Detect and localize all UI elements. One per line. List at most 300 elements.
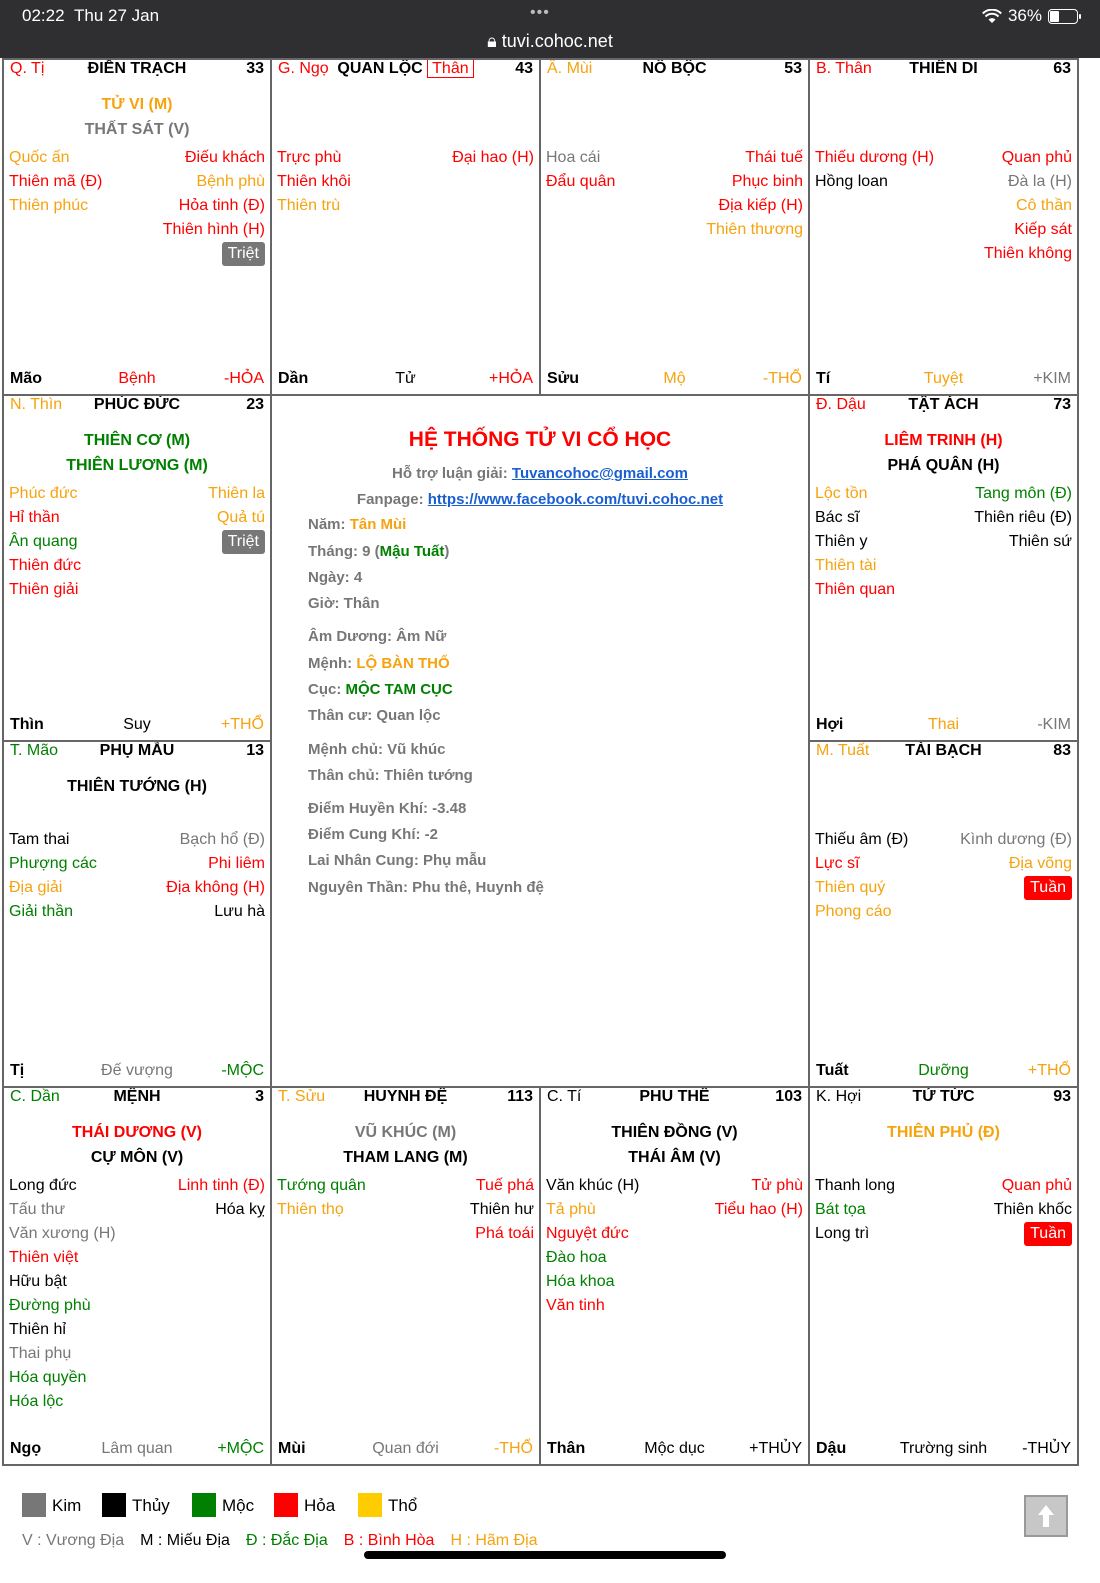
palace-no-boc[interactable] [539, 58, 810, 396]
legend-swatch-kim [22, 1493, 46, 1517]
minor-star: Ân quang [9, 533, 78, 550]
info-row [308, 681, 453, 698]
minor-star: Thiên riêu (Đ) [974, 509, 1072, 526]
life-stage: Bệnh [118, 370, 156, 387]
info-label: Mệnh: [308, 655, 353, 672]
support-line: Hỗ trợ luận giải: Tuvancohoc@gmail.com [392, 465, 688, 482]
minor-star: Địa kiếp (H) [718, 197, 803, 214]
info-label: Tháng: 9 ( [308, 543, 380, 560]
minor-star: Kiếp sát [1014, 221, 1072, 238]
minor-star: Thiên hư [469, 1201, 534, 1218]
palace-name-text: TỬ TỨC [912, 1088, 975, 1105]
palace-number: 3 [255, 1088, 264, 1105]
main-star: THIÊN CƠ (M) [83, 432, 191, 449]
minor-star: Bạch hổ (Đ) [179, 831, 265, 848]
minor-stars-right [163, 146, 265, 266]
main-star: VŨ KHÚC (M) [354, 1124, 457, 1141]
palace-footer [10, 1440, 264, 1462]
earthly-branch: Tuất [816, 1062, 849, 1079]
info-row [308, 655, 450, 672]
palace-number: 83 [1053, 742, 1071, 759]
palace-footer [10, 370, 264, 392]
main-stars [4, 428, 270, 478]
minor-star: Bát tọa [815, 1201, 866, 1218]
info-label: Thân chủ: Thiên tướng [308, 767, 473, 784]
status-right [982, 6, 1078, 26]
info-row [308, 852, 486, 869]
main-star: THẤT SÁT (V) [84, 121, 190, 138]
minor-star: Thai phụ [9, 1345, 72, 1362]
minor-star: Thiên trù [277, 197, 341, 214]
palace-can: B. Thân [816, 60, 872, 77]
minor-stars-left [546, 146, 615, 194]
palace-tai-bach[interactable] [808, 740, 1079, 1088]
main-star: THÁI DƯƠNG (V) [71, 1124, 203, 1141]
palace-footer [816, 370, 1071, 392]
minor-star: Địa không (H) [166, 879, 265, 896]
life-stage: Tuyệt [923, 370, 964, 387]
earthly-branch: Tị [10, 1062, 25, 1079]
palace-name-text: TẬT ÁCH [908, 396, 979, 413]
tuan-badge: Tuần [1024, 1222, 1072, 1246]
minor-star: Đường phù [9, 1297, 91, 1314]
minor-stars-right [470, 1174, 534, 1246]
palace-tat-ach[interactable] [808, 394, 1079, 742]
palace-element: +KIM [1033, 370, 1071, 387]
legend-label: Thổ [388, 1496, 418, 1515]
minor-star: Thiên tài [815, 557, 877, 574]
palace-header [816, 396, 1071, 418]
minor-stars-right [715, 1174, 803, 1222]
minor-star: Tấu thư [9, 1201, 66, 1218]
palace-header [816, 1088, 1071, 1110]
main-star: THIÊN PHỦ (Đ) [887, 1124, 1000, 1141]
palace-dien-trach[interactable] [2, 58, 272, 396]
minor-stars-right [960, 828, 1072, 900]
home-indicator[interactable] [364, 1551, 726, 1559]
minor-star: Hóa khoa [546, 1273, 615, 1290]
palace-number: 103 [775, 1088, 802, 1105]
minor-star: Thiên khôi [277, 173, 351, 190]
info-label: Ngày: 4 [308, 569, 363, 586]
info-label: Thân cư: Quan lộc [308, 707, 441, 724]
element-legend [22, 1493, 1022, 1523]
minor-star: Hóa quyền [9, 1369, 87, 1386]
legend-label: Thủy [132, 1496, 170, 1515]
triet-badge: Triệt [222, 242, 265, 266]
minor-star: Cô thần [1015, 197, 1072, 214]
minor-star: Trực phù [277, 149, 342, 166]
minor-star: Văn tinh [546, 1297, 605, 1314]
minor-star: Hỉ thần [9, 509, 60, 526]
legend-swatch-hỏa [274, 1493, 298, 1517]
minor-star: Phục binh [731, 173, 803, 190]
palace-can: T. Sửu [278, 1088, 326, 1105]
earthly-branch: Hợi [816, 716, 844, 733]
info-label: Âm Dương: Âm Nữ [308, 628, 447, 645]
palace-name-text: PHÚC ĐỨC [93, 396, 181, 413]
minor-star: Địa giải [9, 879, 63, 896]
minor-star: Quan phủ [1001, 149, 1072, 166]
palace-name [10, 742, 264, 760]
minor-star: Kình dương (Đ) [960, 831, 1072, 848]
life-stage: Dưỡng [918, 1062, 969, 1079]
main-stars [810, 428, 1077, 478]
earthly-branch: Dần [278, 370, 309, 387]
minor-star: Thiên sứ [1008, 533, 1072, 550]
palace-name-text: PHU THÊ [639, 1088, 710, 1105]
palace-footer [816, 1440, 1071, 1462]
abbrev-item: V : Vương Địa [22, 1532, 125, 1549]
palace-footer [278, 1440, 533, 1462]
palace-header [816, 742, 1071, 764]
palace-element: +HỎA [488, 370, 533, 387]
life-stage: Tử [395, 370, 416, 387]
minor-star: Quan phủ [1001, 1177, 1072, 1194]
palace-header [10, 396, 264, 418]
palace-can: Q. Tị [10, 60, 45, 77]
minor-star: Quốc ấn [9, 149, 70, 166]
minor-star: Thiên thương [706, 221, 803, 238]
minor-star: Thiên quan [815, 581, 896, 598]
address-bar[interactable] [0, 31, 1100, 52]
minor-star: Giải thần [9, 903, 74, 920]
badge-row [960, 876, 1072, 900]
palace-thien-di[interactable] [808, 58, 1079, 396]
palace-header [547, 60, 802, 82]
minor-star: Hoa cái [546, 149, 601, 166]
lock-icon: 🔒︎ [487, 31, 497, 51]
multitask-dots[interactable]: ••• [530, 4, 550, 21]
palace-name [10, 396, 264, 414]
url-text: tuvi.cohoc.net [501, 31, 613, 51]
earthly-branch: Thân [547, 1440, 586, 1457]
minor-star: Thiên đức [9, 557, 82, 574]
minor-star: Đào hoa [546, 1249, 607, 1266]
palace-footer [278, 370, 533, 392]
minor-star: Tướng quân [277, 1177, 366, 1194]
battery-icon [1048, 9, 1078, 24]
minor-star: Hóa lộc [9, 1393, 64, 1410]
minor-star: Tiểu hao (H) [714, 1201, 803, 1218]
minor-star: Thanh long [815, 1177, 896, 1194]
info-row [308, 879, 544, 896]
minor-star: Lưu hà [214, 903, 265, 920]
palace-element: -MỘC [221, 1062, 264, 1079]
info-row [308, 741, 446, 758]
palace-footer [816, 716, 1071, 738]
abbrev-item: H : Hãm Địa [450, 1532, 538, 1549]
minor-star: Linh tinh (Đ) [177, 1177, 265, 1194]
palace-number: 63 [1053, 60, 1071, 77]
badge-row [208, 530, 265, 554]
palace-name [278, 1088, 533, 1106]
palace-number: 93 [1053, 1088, 1071, 1105]
info-label: Điểm Huyền Khí: -3.48 [308, 800, 467, 817]
abbrev-item: M : Miếu Địa [140, 1532, 230, 1549]
info-row [308, 800, 466, 817]
palace-element: -HỎA [224, 370, 264, 387]
palace-number: 43 [515, 60, 533, 77]
palace-menh[interactable] [2, 1086, 272, 1466]
palace-can: C. Dần [10, 1088, 60, 1105]
palace-element: -KIM [1037, 716, 1071, 733]
minor-star: Phong cáo [815, 903, 892, 920]
palace-footer [547, 1440, 802, 1462]
info-label: Năm: [308, 516, 346, 533]
site-title: HỆ THỐNG TỬ VI CỔ HỌC [408, 428, 672, 451]
legend-label: Hỏa [304, 1496, 336, 1515]
minor-star: Đẩu quân [546, 173, 616, 190]
legend-swatch-thổ [358, 1493, 382, 1517]
palace-can: Đ. Dậu [816, 396, 866, 413]
minor-stars-left [9, 146, 102, 218]
main-star: THÁI ÂM (V) [628, 1149, 721, 1166]
main-stars [272, 1120, 539, 1170]
minor-stars-right [974, 482, 1072, 554]
earthly-branch: Dậu [816, 1440, 847, 1457]
badge-row [994, 1222, 1072, 1246]
minor-star: Bệnh phù [196, 173, 265, 190]
info-row [308, 628, 446, 645]
palace-name [278, 60, 533, 78]
palace-number: 53 [784, 60, 802, 77]
minor-star: Nguyệt đức [546, 1225, 629, 1242]
main-star: TỬ VI (M) [101, 96, 173, 113]
info-value: Mậu Tuất [379, 543, 445, 560]
info-row [308, 767, 473, 784]
minor-stars-left [546, 1174, 639, 1318]
palace-name [816, 742, 1071, 760]
info-label: Cục: [308, 681, 342, 698]
main-star: THIÊN LƯƠNG (M) [66, 457, 208, 474]
main-stars [4, 774, 270, 799]
minor-star: Thiếu dương (H) [815, 149, 935, 166]
minor-star: Thiên y [815, 533, 868, 550]
minor-star: Tử phù [751, 1177, 803, 1194]
palace-element: +MỘC [217, 1440, 264, 1457]
palace-name [816, 1088, 1071, 1106]
tuan-badge: Tuần [1024, 876, 1072, 900]
palace-element: +THỦY [749, 1440, 802, 1457]
palace-phu-mau[interactable] [2, 740, 272, 1088]
minor-stars-right [706, 146, 803, 242]
abbrev-item: B : Bình Hòa [343, 1532, 435, 1549]
minor-star: Tang môn (Đ) [975, 485, 1072, 502]
minor-star: Thiên mã (Đ) [9, 173, 103, 190]
earthly-branch: Mão [10, 370, 42, 387]
minor-stars-left [815, 828, 908, 924]
minor-star: Thiên khốc [993, 1201, 1072, 1218]
minor-star: Lực sĩ [815, 855, 860, 872]
palace-header [547, 1088, 802, 1110]
palace-name-text: TÀI BẠCH [905, 742, 982, 759]
support-email-link[interactable]: Tuvancohoc@gmail.com [511, 465, 688, 482]
palace-tu-tuc[interactable] [808, 1086, 1079, 1466]
minor-star: Tuế phá [475, 1177, 534, 1194]
status-time: 02:22 Thu 27 Jan [22, 6, 160, 25]
minor-star: Long trì [815, 1225, 870, 1242]
minor-star: Đại hao (H) [452, 149, 534, 166]
minor-star: Tam thai [9, 831, 70, 848]
minor-star: Phá toái [475, 1225, 534, 1242]
info-row [308, 516, 406, 533]
palace-name-text: ĐIỀN TRẠCH [87, 60, 187, 77]
palace-element: -THỦY [1022, 1440, 1071, 1457]
info-row [308, 543, 449, 560]
palace-can: G. Ngọ [278, 60, 329, 77]
main-star: THAM LANG (M) [343, 1149, 468, 1166]
minor-stars-left [277, 1174, 366, 1222]
life-stage: Đế vượng [101, 1062, 173, 1079]
minor-star: Thiên phúc [9, 197, 89, 214]
palace-footer [10, 1062, 264, 1084]
minor-stars-left [9, 1174, 116, 1414]
palace-can: K. Hợi [816, 1088, 862, 1105]
info-value: MỘC TAM CỤC [345, 681, 453, 698]
info-label: Lai Nhân Cung: Phụ mẫu [308, 852, 487, 869]
minor-star: Tả phù [546, 1201, 596, 1218]
info-row [308, 707, 441, 724]
palace-footer [10, 716, 264, 738]
life-stage: Quan đới [372, 1440, 439, 1457]
palace-name [10, 1088, 264, 1106]
palace-element: -THỔ [493, 1440, 533, 1457]
palace-can: N. Thìn [10, 396, 63, 413]
palace-header [278, 60, 533, 82]
minor-star: Phúc đức [9, 485, 78, 502]
palace-number: 73 [1053, 396, 1071, 413]
info-label: Điểm Cung Khí: -2 [308, 826, 438, 843]
status-bar [0, 0, 1100, 58]
palace-name-text: MỆNH [113, 1088, 161, 1105]
main-stars [4, 92, 270, 142]
scroll-top-button[interactable] [1024, 1495, 1068, 1537]
palace-name [547, 1088, 802, 1106]
palace-header [816, 60, 1071, 82]
minor-stars-right [994, 1174, 1072, 1246]
life-stage: Mộc dục [644, 1440, 705, 1457]
earthly-branch: Mùi [278, 1440, 306, 1457]
palace-header [10, 60, 264, 82]
palace-name-text: THIÊN DI [909, 60, 978, 77]
minor-star: Điếu khách [184, 149, 265, 166]
palace-header [278, 1088, 533, 1110]
palace-number: 13 [246, 742, 264, 759]
palace-element: +THỔ [220, 716, 264, 733]
info-suffix: ) [444, 543, 450, 560]
palace-footer [816, 1062, 1071, 1084]
info-row [308, 569, 362, 586]
legend-label: Mộc [222, 1496, 255, 1515]
fanpage-link[interactable]: https://www.facebook.com/tuvi.cohoc.net [427, 491, 724, 508]
minor-star: Bác sĩ [815, 509, 860, 526]
main-star: THIÊN ĐỒNG (V) [611, 1124, 738, 1141]
minor-star: Quả tú [216, 509, 265, 526]
minor-stars-right [178, 1174, 265, 1222]
main-stars [810, 1120, 1077, 1145]
minor-star: Đà la (H) [1007, 173, 1072, 190]
wifi-icon [982, 9, 1002, 24]
main-star: PHÁ QUÂN (H) [887, 457, 1000, 474]
than-marker: Thân [427, 59, 473, 78]
fanpage-line: Fanpage: https://www.facebook.com/tuvi.cohoc.net [356, 491, 724, 508]
minor-star: Thiên hỉ [9, 1321, 66, 1338]
palace-phu-the[interactable] [539, 1086, 810, 1466]
minor-stars-left [815, 146, 934, 194]
palace-name [10, 60, 264, 78]
minor-star: Văn xương (H) [9, 1225, 116, 1242]
minor-stars-left [9, 828, 97, 924]
main-stars [4, 1120, 270, 1170]
life-stage: Mộ [663, 370, 686, 387]
minor-star: Phượng các [9, 855, 97, 872]
minor-stars-left [9, 482, 81, 602]
palace-number: 33 [246, 60, 264, 77]
main-stars [541, 1120, 808, 1170]
palace-name-text: NÔ BỘC [642, 60, 707, 77]
palace-element: +THỔ [1027, 1062, 1071, 1079]
info-value: LỘ BÀN THỔ [356, 655, 450, 672]
palace-quan-loc[interactable] [270, 58, 541, 396]
minor-star: Thiên việt [9, 1249, 79, 1266]
palace-huynh-de[interactable] [270, 1086, 541, 1466]
palace-number: 113 [507, 1088, 533, 1105]
main-star: THIÊN TƯỚNG (H) [67, 778, 207, 795]
minor-star: Thiếu âm (Đ) [815, 831, 909, 848]
info-row [308, 595, 380, 612]
minor-star: Thiên giải [9, 581, 79, 598]
minor-star: Thiên không [983, 245, 1072, 262]
minor-star: Thiên la [208, 485, 265, 502]
battery-percent: 36% [1007, 6, 1042, 25]
palace-element: -THỔ [762, 370, 802, 387]
minor-star: Hỏa tinh (Đ) [178, 197, 265, 214]
palace-can: M. Tuất [816, 742, 870, 759]
minor-star: Hóa kỵ [215, 1201, 265, 1218]
main-star: LIÊM TRINH (H) [884, 432, 1003, 449]
info-row [308, 826, 438, 843]
earthly-branch: Sửu [547, 370, 580, 387]
palace-name [816, 396, 1071, 414]
triet-badge: Triệt [222, 530, 265, 554]
minor-star: Thiên quý [815, 879, 886, 896]
abbrev-item: Đ : Đắc Địa [245, 1532, 328, 1549]
minor-star: Địa võng [1008, 855, 1072, 872]
minor-star: Thiên hình (H) [162, 221, 265, 238]
palace-name-text: PHỤ MẪU [99, 742, 175, 759]
minor-stars-right [452, 146, 534, 170]
minor-star: Hữu bật [9, 1273, 67, 1290]
minor-stars-left [815, 1174, 895, 1246]
palace-name-text: QUAN LỘC [337, 60, 423, 77]
minor-star: Hồng loan [815, 173, 888, 190]
palace-can: Â. Mùi [547, 60, 593, 77]
earthly-branch: Thìn [10, 716, 44, 733]
badge-row [163, 242, 265, 266]
minor-stars-right [166, 828, 265, 924]
minor-star: Long đức [9, 1177, 77, 1194]
palace-phuc-duc[interactable] [2, 394, 272, 742]
minor-stars-right [208, 482, 265, 554]
minor-star: Lộc tồn [815, 485, 868, 502]
palace-footer [547, 370, 802, 392]
life-stage: Suy [123, 716, 151, 733]
legend-swatch-mộc [192, 1493, 216, 1517]
palace-header [10, 1088, 264, 1110]
main-star: CỰ MÔN (V) [90, 1149, 184, 1166]
palace-can: C. Tí [547, 1088, 582, 1105]
